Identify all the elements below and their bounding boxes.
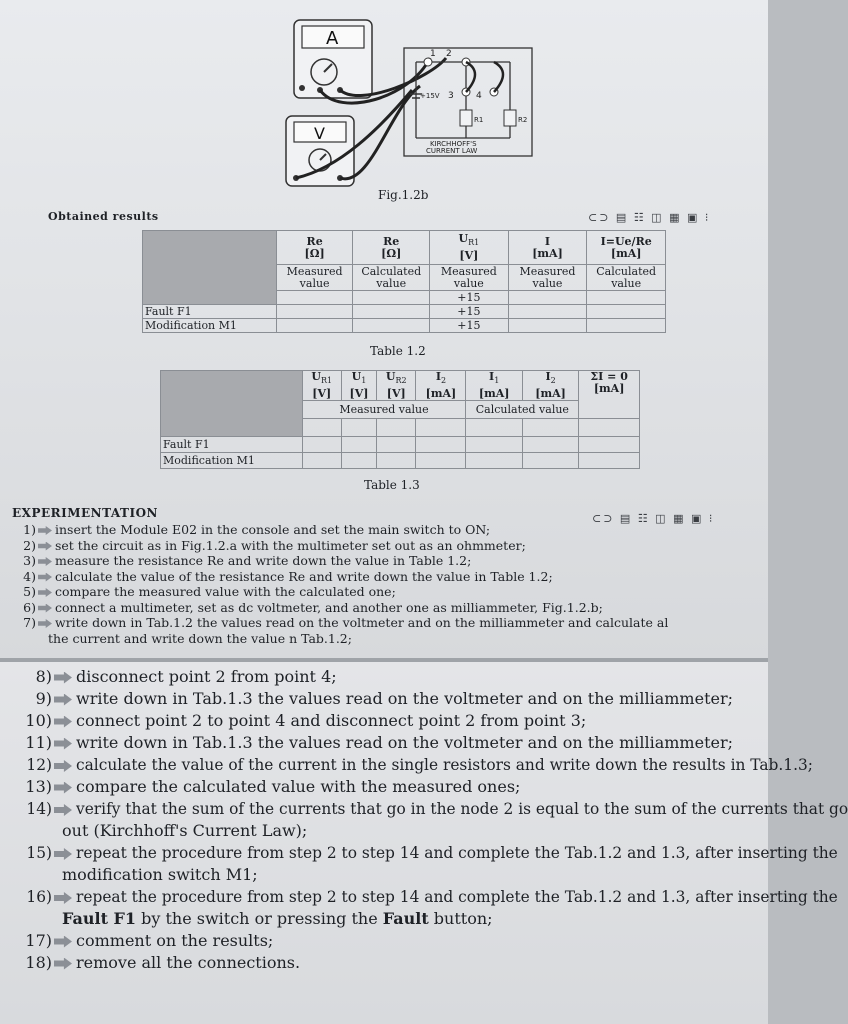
- arrow-icon: [54, 716, 72, 728]
- step-17: 17) comment on the results;: [25, 931, 274, 950]
- r2-label: R2: [518, 116, 528, 124]
- step-8: 8) disconnect point 2 from point 4;: [35, 667, 337, 686]
- arrow-icon: [54, 848, 72, 860]
- step-9: 9) write down in Tab.1.3 the values read on the voltmeter and on the milliammeter;: [35, 689, 733, 708]
- arrow-icon: [54, 672, 72, 684]
- node4-label: 4: [476, 91, 482, 101]
- step-7: 7) write down in Tab.1.2 the values read on the voltmeter and on the milliammeter and calculate al: [23, 615, 669, 630]
- step-16-cont: Fault F1 by the switch or pressing the Fault button;: [62, 909, 493, 928]
- t12-h-ur1: $U_{R1}$ [V]: [430, 231, 509, 265]
- t12-h-re-calc: Re [Ω]: [353, 231, 430, 265]
- step-2: 2) set the circuit as in Fig.1.2.a with the multimeter set out as an ohmmeter;: [23, 537, 526, 553]
- arrow-icon: [38, 619, 52, 628]
- resistor-r2: [504, 110, 516, 126]
- steps-list-1: [14, 522, 764, 646]
- step-15: 15) repeat the procedure from step 2 to step 14 and complete the Tab.1.2 and 1.3, after inserting the: [26, 844, 838, 862]
- t13-h-sum: ΣI = 0 [mA]: [579, 371, 640, 419]
- arrow-icon: [54, 760, 72, 772]
- step-3: 3) measure the resistance Re and write down the value in Table 1.2;: [23, 553, 472, 568]
- arrow-icon: [54, 782, 72, 794]
- step-11: 11) write down in Tab.1.3 the values read on the voltmeter and on the milliammeter;: [25, 733, 733, 752]
- arrow-icon: [54, 694, 72, 706]
- t13-row-mod: Modification M1: [161, 453, 303, 469]
- t12-type-3: Measured value: [508, 265, 587, 291]
- arrow-icon: [54, 804, 72, 816]
- arrow-icon: [38, 526, 52, 535]
- t12-h-iue: I=Ue/Re [mA]: [587, 231, 666, 265]
- step-18: 18) remove all the connections.: [25, 953, 301, 972]
- obtained-results-heading: Obtained results: [48, 210, 159, 223]
- voltmeter-label: V: [314, 124, 325, 143]
- arrow-icon: [38, 604, 52, 613]
- table-1-3: [160, 370, 640, 469]
- t13-group-calculated: Calculated value: [466, 401, 579, 419]
- table13-caption: Table 1.3: [364, 478, 420, 492]
- t13-group-measured: Measured value: [302, 401, 466, 419]
- step-1: 1) insert the Module E02 in the console and set the main switch to ON;: [23, 522, 491, 537]
- arrow-icon: [38, 557, 52, 566]
- t13-h-ur1: $U_{R1}$ [V]: [302, 371, 341, 401]
- arrow-icon: [54, 738, 72, 750]
- step-6: 6) connect a multimeter, set as dc voltmeter, and another one as milliammeter, Fig.1.2.b;: [23, 599, 603, 615]
- arrow-icon: [54, 936, 72, 948]
- t12-type-2: Measured value: [430, 265, 509, 291]
- t12-u-row1: +15: [430, 305, 509, 319]
- t12-type-1: Calculated value: [353, 265, 430, 291]
- circuit-diagram: [280, 18, 550, 188]
- t12-row-fault: Fault F1: [143, 305, 277, 319]
- t13-h-i1: $I_1$ [mA]: [466, 371, 522, 401]
- step-14-cont: out (Kirchhoff's Current Law);: [62, 821, 308, 840]
- step-16: 16) repeat the procedure from step 2 to step 14 and complete the Tab.1.2 and 1.3, after inserting the: [26, 888, 838, 906]
- table-1-2: [142, 230, 666, 333]
- t13-h-i2m: $I_2$ [mA]: [416, 371, 466, 401]
- arrow-icon: [54, 892, 72, 904]
- table12-corner: [143, 231, 277, 305]
- node2-label: 2: [446, 49, 452, 59]
- step-13: 13) compare the calculated value with the measured ones;: [25, 777, 521, 796]
- table12-caption: Table 1.2: [370, 344, 426, 358]
- arrow-icon: [38, 588, 52, 597]
- r1-label: R1: [474, 116, 484, 124]
- steps-list-2: [18, 666, 848, 974]
- supply-label: +15V: [420, 92, 440, 100]
- t12-type-4: Calculated value: [587, 265, 666, 291]
- step-15-cont: modification switch M1;: [62, 865, 258, 884]
- experimentation-heading: EXPERIMENTATION: [12, 506, 159, 520]
- step-14: 14) verify that the sum of the currents that go in the node 2 is equal to the sum of the currents that go: [26, 800, 848, 818]
- toolbar-icons-2: ⊂⊃ ▤ ☷ ◫ ▦ ▣ ⁝: [592, 512, 715, 525]
- t12-u-row0: +15: [430, 291, 509, 305]
- step-7-cont: the current and write down the value n Tab.1.2;: [48, 630, 352, 646]
- t13-row-fault: Fault F1: [161, 437, 303, 453]
- panel-label-1: KIRCHHOFF'S: [430, 140, 477, 148]
- table13-corner: [161, 371, 303, 437]
- node3-label: 3: [448, 91, 454, 101]
- step-10: 10) connect point 2 to point 4 and disconnect point 2 from point 3;: [25, 711, 587, 730]
- arrow-icon: [38, 573, 52, 582]
- t12-row-mod: Modification M1: [143, 319, 277, 333]
- t13-h-ur2: $U_{R2}$ [V]: [377, 371, 416, 401]
- t12-type-0: Measured value: [276, 265, 353, 291]
- t12-u-row2: +15: [430, 319, 509, 333]
- t12-h-re-meas: Re [Ω]: [276, 231, 353, 265]
- node1-label: 1: [430, 49, 436, 59]
- t13-h-i2c: $I_2$ [mA]: [522, 371, 578, 401]
- resistor-r1: [460, 110, 472, 126]
- step-12: 12) calculate the value of the current in the single resistors and write down the results in Tab.1.3;: [26, 756, 813, 774]
- toolbar-icons-1: ⊂⊃ ▤ ☷ ◫ ▦ ▣ ⁝: [588, 211, 711, 224]
- t12-h-i: I [mA]: [508, 231, 587, 265]
- step-5: 5) compare the measured value with the calculated one;: [23, 584, 396, 599]
- ammeter-label: A: [326, 28, 339, 49]
- arrow-icon: [54, 958, 72, 970]
- t13-h-u1: $U_1$ [V]: [341, 371, 376, 401]
- step-4: 4) calculate the value of the resistance Re and write down the value in Table 1.2;: [23, 568, 553, 584]
- figure-caption: Fig.1.2b: [378, 188, 429, 202]
- panel-label-2: CURRENT LAW: [426, 147, 478, 155]
- arrow-icon: [38, 542, 52, 551]
